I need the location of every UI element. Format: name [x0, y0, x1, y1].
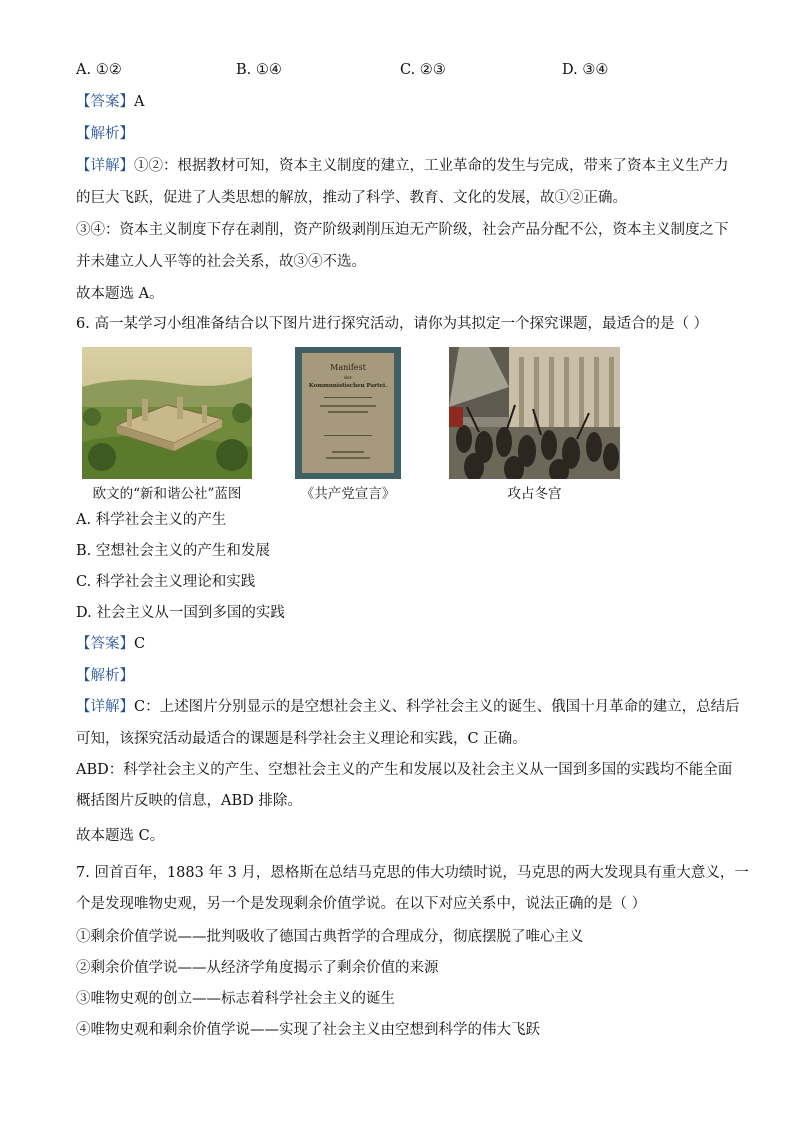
- q5-option-a: A. ①②: [76, 62, 122, 78]
- q6-detail-line-4: 概括图片反映的信息，ABD 排除。: [76, 793, 302, 809]
- detail-text: ①②：根据教材可知，资本主义制度的建立，工业革命的发生与完成，带来了资本主义生产力: [134, 158, 729, 174]
- q5-option-d: D. ③④: [562, 62, 609, 78]
- q5-conclusion: 故本题选 A。: [76, 286, 164, 302]
- caption-winter-palace: 攻占冬宫: [507, 486, 562, 502]
- q6-answer: [76, 634, 145, 654]
- q7-item-4: ④唯物史观和剩余价值学说——实现了社会主义由空想到科学的伟大飞跃: [76, 1022, 540, 1038]
- manifesto-image: [295, 347, 401, 479]
- q5-detail-line-2: 的巨大飞跃，促进了人类思想的解放，推动了科学、教育、文化的发展，故①②正确。: [76, 190, 627, 206]
- answer-tag: 【答案】: [76, 636, 134, 652]
- caption-manifesto: 《共产党宣言》: [300, 486, 396, 502]
- q7-stem-line-1: 7. 回首百年，1883 年 3 月，恩格斯在总结马克思的伟大功绩时说，马克思的两大发现具有重大意义，一: [76, 865, 749, 881]
- q6-analysis-tag: 【解析】: [76, 668, 134, 684]
- q7-stem-line-2: 个是发现唯物史观，另一个是发现剩余价值学说。在以下对应关系中，说法正确的是（ ）: [76, 896, 647, 912]
- detail-tag: 【详解】: [76, 699, 134, 715]
- q6-conclusion: 故本题选 C。: [76, 828, 165, 844]
- manifesto-subtitle: Kommunistischen Partei.: [308, 383, 388, 389]
- detail-tag: 【详解】: [76, 158, 134, 174]
- q5-option-c: C. ②③: [400, 62, 446, 78]
- caption-new-harmony: 欧文的“新和谐公社”蓝图: [92, 486, 242, 502]
- manifesto-der: der: [343, 375, 353, 381]
- q5-detail-line-1: [76, 156, 729, 176]
- q7-item-2: ②剩余价值学说——从经济学角度揭示了剩余价值的来源: [76, 960, 439, 976]
- q6-stem: 6. 高一某学习小组准备结合以下图片进行探究活动，请你为其拟定一个探究课题，最适合的是（ ）: [76, 316, 709, 332]
- q6-option-a: A. 科学社会主义的产生: [76, 512, 227, 528]
- detail-text: C：上述图片分别显示的是空想社会主义、科学社会主义的诞生、俄国十月革命的建立，总结后: [134, 699, 740, 715]
- q5-detail-line-4: 并未建立人人平等的社会关系，故③④不选。: [76, 254, 366, 270]
- q5-option-b: B. ①④: [236, 62, 282, 78]
- answer-value: A: [134, 94, 145, 110]
- q6-option-b: B. 空想社会主义的产生和发展: [76, 543, 270, 559]
- q5-answer: [76, 92, 144, 112]
- q5-detail-line-3: ③④：资本主义制度下存在剥削，资产阶级剥削压迫无产阶级，社会产品分配不公，资本主义制度之下: [76, 222, 729, 238]
- q6-option-c: C. 科学社会主义理论和实践: [76, 574, 256, 590]
- answer-value: C: [134, 636, 146, 652]
- q7-item-3: ③唯物史观的创立——标志着科学社会主义的诞生: [76, 991, 395, 1007]
- q6-detail-line-1: [76, 697, 740, 717]
- q5-options: [76, 62, 716, 82]
- manifesto-cover-icon: [302, 353, 394, 473]
- q7-item-1: ①剩余价值学说——批判吸收了德国古典哲学的合理成分，彻底摆脱了唯心主义: [76, 929, 584, 945]
- winter-palace-storming-icon: [449, 347, 620, 479]
- manifesto-title: Manifest: [330, 363, 366, 372]
- q6-detail-line-3: ABD：科学社会主义的产生、空想社会主义的产生和发展以及社会主义从一国到多国的实践均不能全面: [76, 762, 733, 778]
- winter-palace-image: [449, 347, 620, 479]
- new-harmony-painting-icon: [82, 347, 252, 479]
- answer-tag: 【答案】: [76, 94, 134, 110]
- new-harmony-image: [82, 347, 252, 479]
- q6-detail-line-2: 可知，该探究活动最适合的课题是科学社会主义理论和实践，C 正确。: [76, 731, 527, 747]
- q5-analysis-tag: 【解析】: [76, 126, 134, 142]
- q6-option-d: D. 社会主义从一国到多国的实践: [76, 605, 285, 621]
